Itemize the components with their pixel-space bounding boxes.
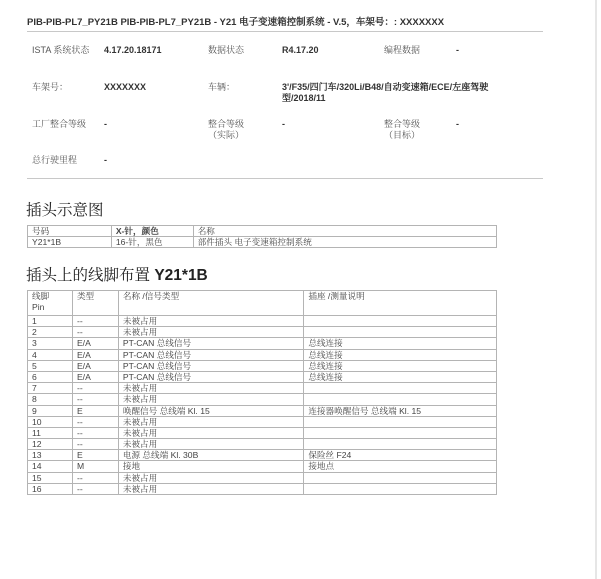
table-cell: 未被占用 — [118, 472, 304, 483]
table-cell: PT-CAN 总线信号 — [118, 360, 304, 371]
table-row — [28, 439, 497, 450]
table-cell — [304, 439, 497, 450]
plug-diagram-table — [27, 225, 497, 248]
data-status-label: 数据状态 — [208, 45, 245, 55]
table-cell — [304, 316, 497, 327]
table-row — [28, 360, 497, 371]
vin-value: XXXXXXX — [104, 82, 147, 92]
table-cell: 未被占用 — [118, 483, 304, 494]
table-cell: 2 — [28, 327, 73, 338]
ista-value: 4.17.20.18171 — [104, 45, 162, 55]
table-cell: 未被占用 — [118, 394, 304, 405]
pin-layout-heading-code: Y21*1B — [154, 267, 208, 284]
table-cell: -- — [72, 316, 118, 327]
table-cell: PT-CAN 总线信号 — [118, 371, 304, 382]
table-row — [28, 371, 497, 382]
mileage-label: 总行驶里程 — [32, 155, 78, 165]
table-cell: 接地点 — [304, 461, 497, 472]
factory-level-label: 工厂整合等级 — [32, 119, 87, 129]
header-cell: 插座 /测量说明 — [304, 291, 497, 316]
prog-data-label: 编程数据 — [384, 45, 421, 55]
table-cell: 8 — [28, 394, 73, 405]
actual-level-value: - — [282, 119, 285, 129]
table-cell: E — [72, 450, 118, 461]
header-cell: 名称 — [193, 226, 496, 237]
target-level-label: 整合等级（目标） — [384, 119, 421, 140]
table-row — [28, 383, 497, 394]
table-row — [28, 472, 497, 483]
table-row — [28, 316, 497, 327]
table-cell: -- — [72, 439, 118, 450]
document-title: PIB-PIB-PL7_PY21B PIB-PIB-PL7_PY21B - Y21 电子变速箱控制系统 - V.5，车架号：: XXXXXXX — [27, 17, 445, 28]
table-cell: 未被占用 — [118, 327, 304, 338]
plug-diagram-heading: 插头示意图 — [26, 202, 104, 219]
table-cell: -- — [72, 394, 118, 405]
target-level-value: - — [456, 119, 459, 129]
table-cell: 5 — [28, 360, 73, 371]
page-edge — [595, 0, 597, 579]
table-cell — [304, 416, 497, 427]
table-row — [28, 450, 497, 461]
table-cell: 3 — [28, 338, 73, 349]
pin-layout-heading — [26, 263, 208, 285]
table-cell: 6 — [28, 371, 73, 382]
table-cell: E/A — [72, 360, 118, 371]
table-cell — [304, 394, 497, 405]
table-cell: 未被占用 — [118, 383, 304, 394]
table-row — [28, 394, 497, 405]
header-cell-pin — [28, 291, 73, 316]
header-divider — [27, 31, 543, 32]
table-cell: 未被占用 — [118, 439, 304, 450]
table-cell: PT-CAN 总线信号 — [118, 349, 304, 360]
table-cell — [304, 383, 497, 394]
info-divider — [27, 178, 543, 179]
table-cell: -- — [72, 472, 118, 483]
table-cell: 唤醒信号 总线端 Kl. 15 — [118, 405, 304, 416]
header-cell: 名称 /信号类型 — [118, 291, 304, 316]
data-status-value: R4.17.20 — [282, 45, 319, 55]
mileage-value: - — [104, 155, 107, 165]
table-header-row — [28, 226, 497, 237]
table-row — [28, 483, 497, 494]
vehicle-label: 车辆： — [208, 82, 236, 92]
header-cell: 号码 — [28, 226, 112, 237]
table-row — [28, 416, 497, 427]
table-cell — [304, 327, 497, 338]
table-cell: -- — [72, 427, 118, 438]
table-cell: 4 — [28, 349, 73, 360]
table-cell: 未被占用 — [118, 427, 304, 438]
table-cell: 部件插头 电子变速箱控制系统 — [193, 237, 496, 248]
vehicle-value-line1: 3'/F35/四门车/320Li/B48/自动变速箱/ECE/左座驾驶 — [282, 82, 489, 92]
table-cell: 连接器唤醒信号 总线端 Kl. 15 — [304, 405, 497, 416]
vin-label: 车架号： — [32, 82, 69, 92]
table-cell: 总线连接 — [304, 360, 497, 371]
table-cell — [304, 472, 497, 483]
table-cell: E/A — [72, 371, 118, 382]
factory-level-value: - — [104, 119, 107, 129]
table-cell: 总线连接 — [304, 371, 497, 382]
pin-layout-table — [27, 290, 497, 495]
table-cell: 电源 总线端 Kl. 30B — [118, 450, 304, 461]
table-cell: -- — [72, 327, 118, 338]
table-cell: 11 — [28, 427, 73, 438]
table-cell: E — [72, 405, 118, 416]
table-cell: 15 — [28, 472, 73, 483]
table-cell: 总线连接 — [304, 349, 497, 360]
table-row — [28, 338, 497, 349]
table-row — [28, 327, 497, 338]
table-cell: 接地 — [118, 461, 304, 472]
header-cell: 类型 — [72, 291, 118, 316]
actual-level-label: 整合等级（实际） — [208, 119, 245, 140]
table-cell: 7 — [28, 383, 73, 394]
prog-data-value: - — [456, 45, 459, 55]
table-cell: 总线连接 — [304, 338, 497, 349]
table-cell: 12 — [28, 439, 73, 450]
table-cell — [304, 427, 497, 438]
table-cell: 13 — [28, 450, 73, 461]
table-cell: 未被占用 — [118, 416, 304, 427]
table-cell: 1 — [28, 316, 73, 327]
pin-layout-heading-text: 插头上的线脚布置 — [26, 267, 151, 284]
table-row — [28, 349, 497, 360]
table-row — [28, 427, 497, 438]
table-cell: 9 — [28, 405, 73, 416]
table-cell: 10 — [28, 416, 73, 427]
vehicle-value-line2: 型/2018/11 — [282, 93, 326, 103]
table-cell: Y21*1B — [28, 237, 112, 248]
table-row — [28, 405, 497, 416]
pin-rows — [28, 316, 497, 495]
table-cell: 保险丝 F24 — [304, 450, 497, 461]
table-row — [28, 237, 497, 248]
table-cell: -- — [72, 416, 118, 427]
table-cell: M — [72, 461, 118, 472]
table-cell: 16 — [28, 483, 73, 494]
table-cell — [304, 483, 497, 494]
ista-label: ISTA 系统状态 — [32, 45, 90, 55]
pin-header-text: 线脚 Pin — [32, 291, 50, 312]
table-cell: 16-针，黑色 — [111, 237, 193, 248]
table-row — [28, 461, 497, 472]
table-cell: 14 — [28, 461, 73, 472]
table-cell: PT-CAN 总线信号 — [118, 338, 304, 349]
table-cell: -- — [72, 383, 118, 394]
table-cell: 未被占用 — [118, 316, 304, 327]
table-cell: E/A — [72, 338, 118, 349]
table-cell: E/A — [72, 349, 118, 360]
table-cell: -- — [72, 483, 118, 494]
header-cell: X-针，颜色 — [111, 226, 193, 237]
table-header-row — [28, 291, 497, 316]
